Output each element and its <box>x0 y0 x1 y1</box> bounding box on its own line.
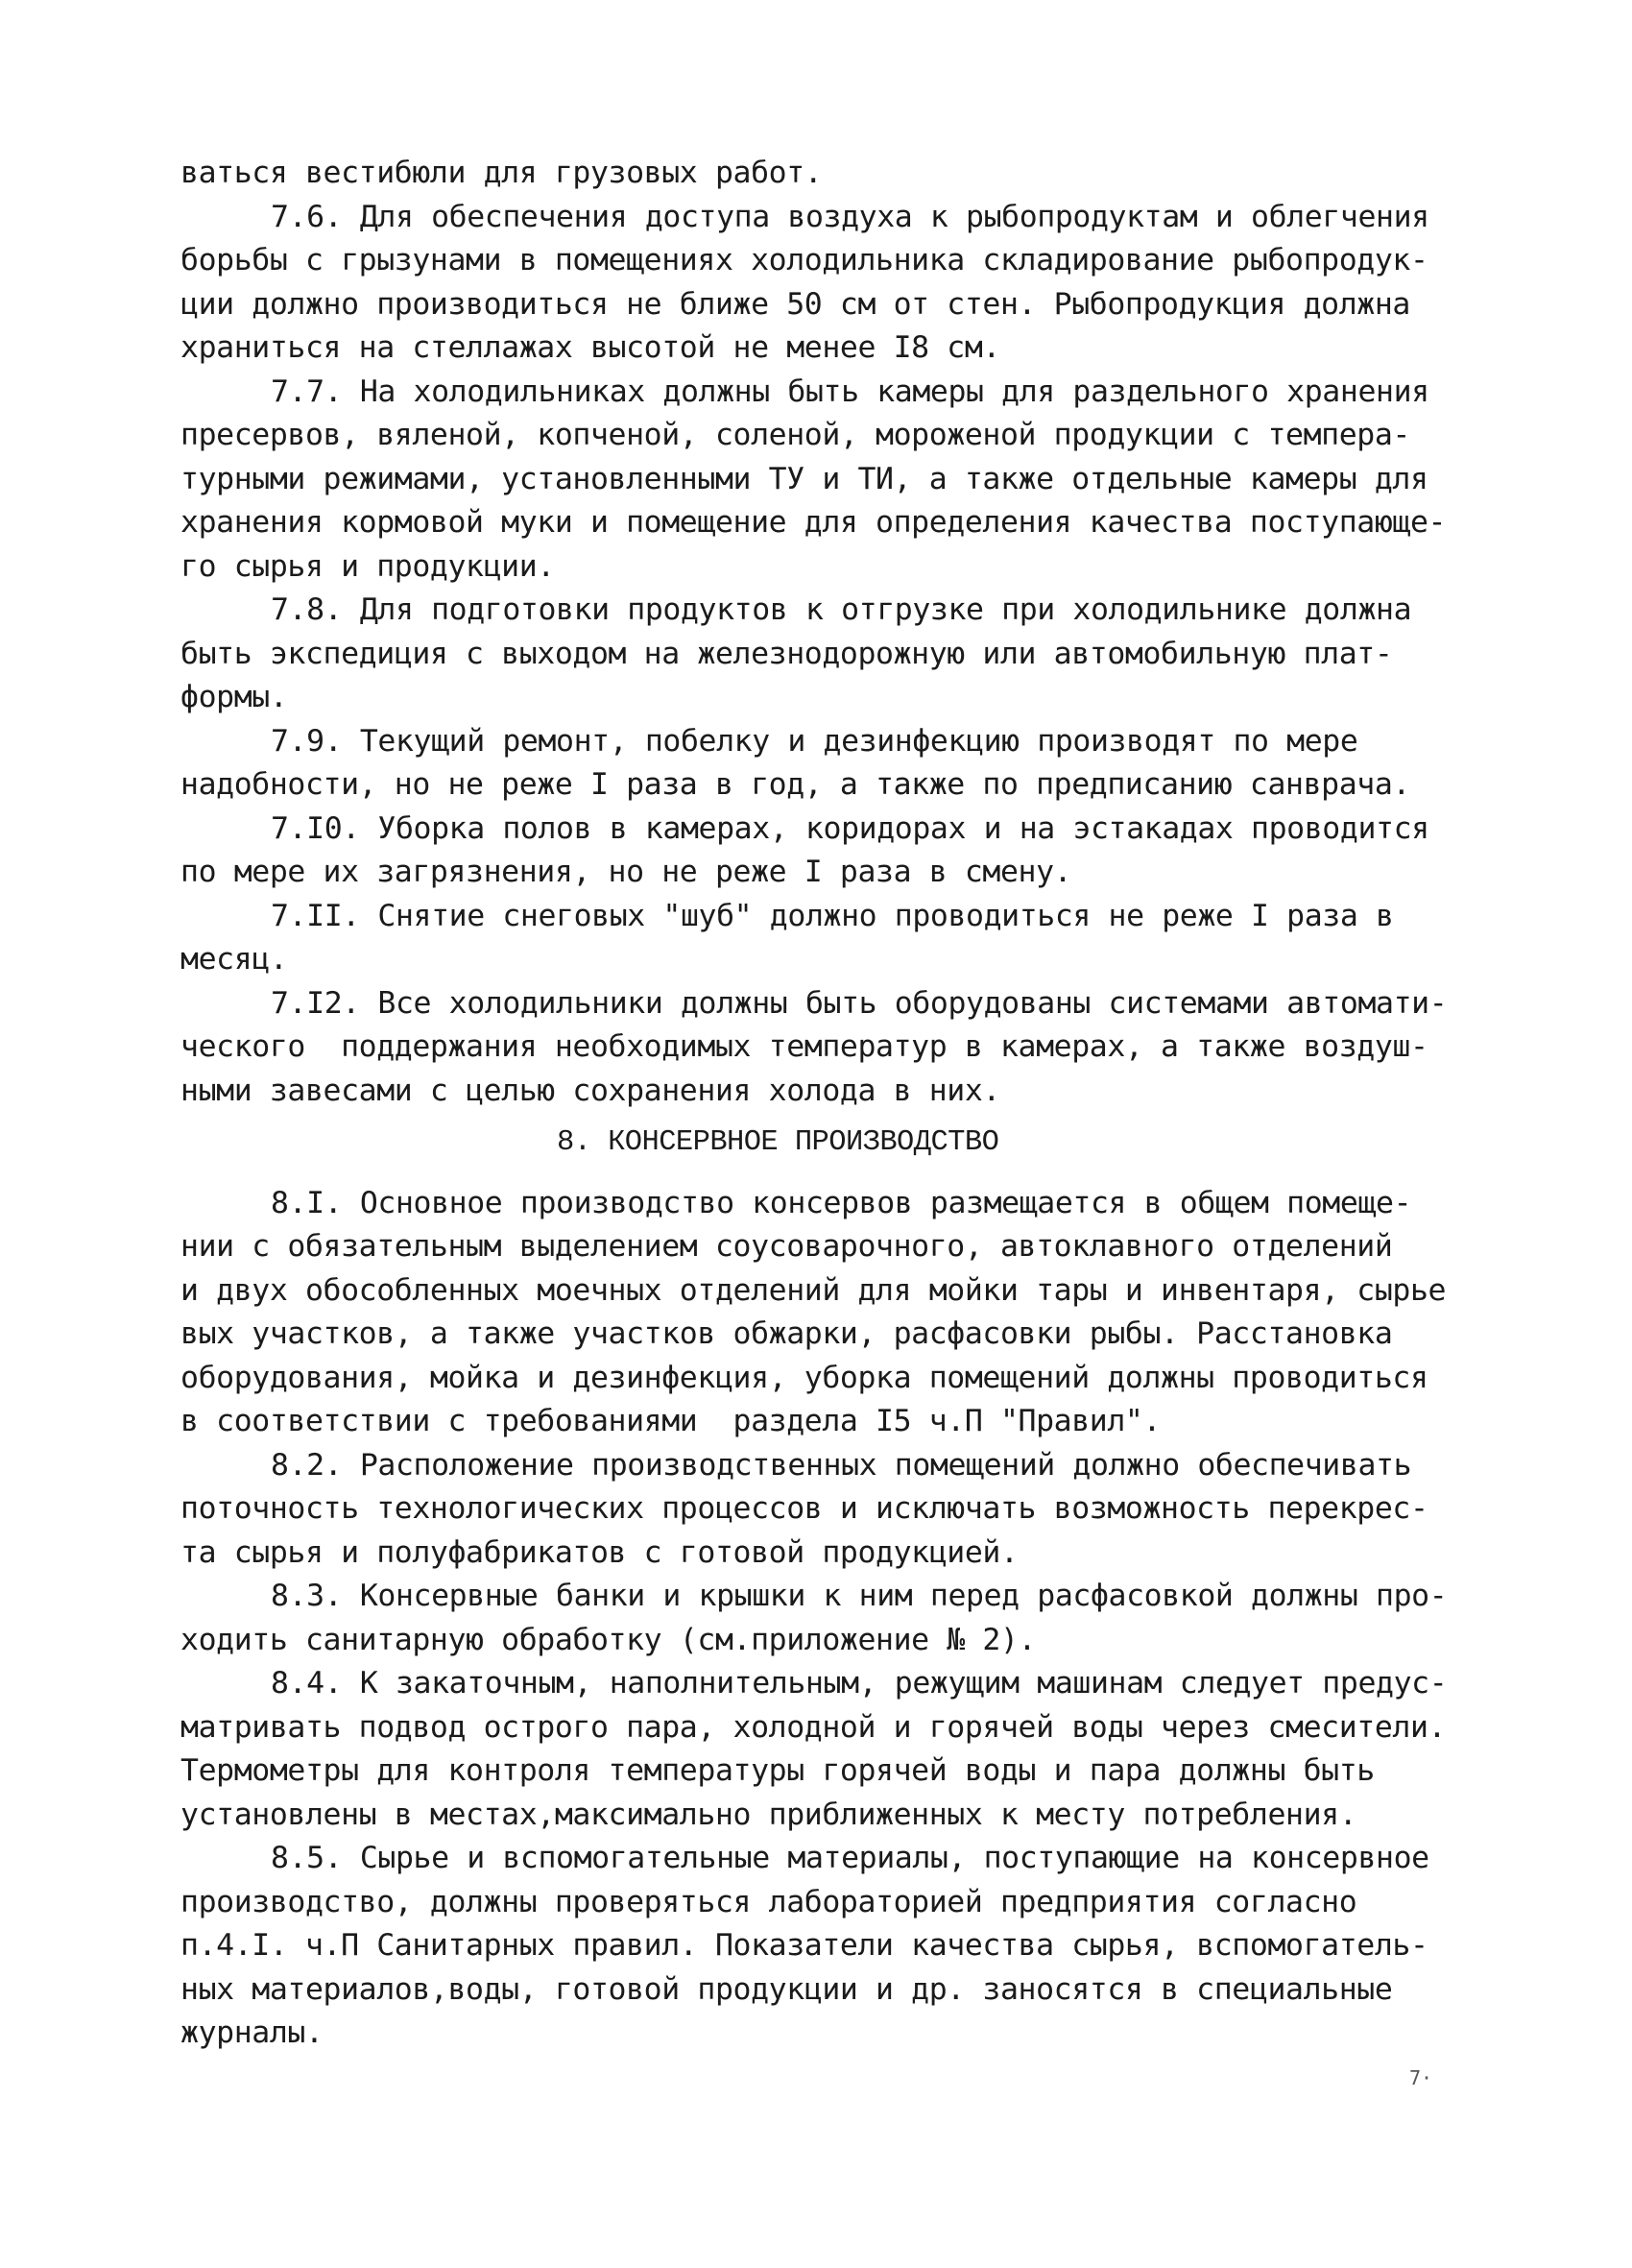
paragraph-8-3: 8.3. Консервные банки и крышки к ним перед расфасовкой должны про- <box>271 1579 1448 1613</box>
text-line: производство, должны проверяться лабораторией предприятия согласно <box>180 1884 1357 1919</box>
text-line: по мере их загрязнения, но не реже I раза в смену. <box>180 855 1072 889</box>
paragraph-7-9: 7.9. Текущий ремонт, побелку и дезинфекцию производят по мере <box>271 723 1358 759</box>
page-text <box>180 152 1467 2056</box>
text-line: оборудования, мойка и дезинфекция, уборка помещений должны проводиться <box>180 1360 1428 1395</box>
text-line: ных материалов,воды, готовой продукции и др. заносятся в специальные <box>180 1971 1393 2007</box>
paragraph-7-6: 7.6. Для обеспечения доступа воздуха к рыбопродуктам и облегчения <box>271 199 1429 234</box>
paragraph-7-8: 7.8. Для подготовки продуктов к отгрузке при холодильнике должна <box>271 592 1412 627</box>
paragraph-8-2: 8.2. Расположение производственных помещений должно обеспечивать <box>271 1447 1412 1483</box>
paragraph-8-5: 8.5. Сырье и вспомогательные материалы, поступающие на консервное <box>271 1841 1429 1875</box>
paragraph-7-10: 7.I0. Уборка полов в камерах, коридорах и на эстакадах проводится <box>271 810 1429 846</box>
text-line: Термометры для контроля температуры горячей воды и пара должны быть <box>180 1753 1375 1788</box>
text-line: формы. <box>180 680 288 714</box>
paragraph-8-1: 8.I. Основное производство консервов размещается в общем помеще- <box>271 1185 1412 1220</box>
text-line: ции должно производиться не ближе 50 см от стен. Рыбопродукция должна <box>180 286 1410 322</box>
text-line: установлены в местах,максимально приближенных к месту потребления. <box>180 1797 1357 1832</box>
paragraph-7-11: 7.II. Снятие снеговых "шуб" должно проводиться не реже I раза в <box>271 898 1394 933</box>
text-line: та сырья и полуфабрикатов с готовой продукцией. <box>180 1534 1019 1570</box>
text-line: храниться на стеллажах высотой не менее I8 см. <box>180 330 1000 365</box>
text-line: и двух обособленных моечных отделений для мойки тары и инвентаря, сырье <box>180 1272 1447 1308</box>
text-line: матривать подвод острого пара, холодной и горячей воды через смесители. <box>180 1709 1447 1745</box>
text-line: быть экспедиция с выходом на железнодорожную или автомобильную плат- <box>180 636 1393 671</box>
paragraph-7-12: 7.I2. Все холодильники должны быть оборудованы системами автомати- <box>271 985 1448 1021</box>
section-heading: 8. КОНСЕРВНОЕ ПРОИЗВОДСТВО <box>557 1126 999 1159</box>
text-line: надобности, но не реже I раза в год, а также по предписанию санврача. <box>180 767 1410 802</box>
text-line: го сырья и продукции. <box>180 548 555 584</box>
text-line: ными завесами с целью сохранения холода в них. <box>180 1073 1000 1108</box>
text-line: п.4.I. ч.П Санитарных правил. Показатели качества сырья, вспомогатель- <box>180 1928 1428 1963</box>
text-line: нии с обязательным выделением соусоварочного, автоклавного отделений <box>180 1229 1393 1264</box>
text-line: ходить санитарную обработку (см.приложение № 2). <box>180 1622 1037 1657</box>
text-line: борьбы с грызунами в помещениях холодильника складирование рыбопродук- <box>180 243 1428 277</box>
text-line: журналы. <box>180 2015 324 2050</box>
paragraph-8-4: 8.4. К закаточным, наполнительным, режущим машинам следует предус- <box>271 1666 1448 1701</box>
text-line: месяц. <box>180 942 288 977</box>
text-line: хранения кормовой муки и помещение для определения качества поступающе- <box>180 505 1447 540</box>
text-line: поточность технологических процессов и исключать возможность перекрес- <box>180 1491 1428 1526</box>
paragraph-7-7: 7.7. На холодильниках должны быть камеры для раздельного хранения <box>271 374 1429 409</box>
text-line: пресервов, вяленой, копченой, соленой, мороженой продукции с темпера- <box>180 418 1410 452</box>
text-line: ческого поддержания необходимых температур в камерах, а также воздуш- <box>180 1029 1428 1064</box>
text-line: в соответствии с требованиями раздела I5 ч.П "Правил". <box>180 1404 1162 1438</box>
page-number: 7· <box>1409 2066 1433 2089</box>
text-line: турными режимами, установленными ТУ и ТИ, а также отдельные камеры для <box>180 461 1428 496</box>
text-line: ваться вестибюли для грузовых работ. <box>180 156 823 190</box>
text-line: вых участков, а также участков обжарки, расфасовки рыбы. Расстановка <box>180 1316 1393 1351</box>
